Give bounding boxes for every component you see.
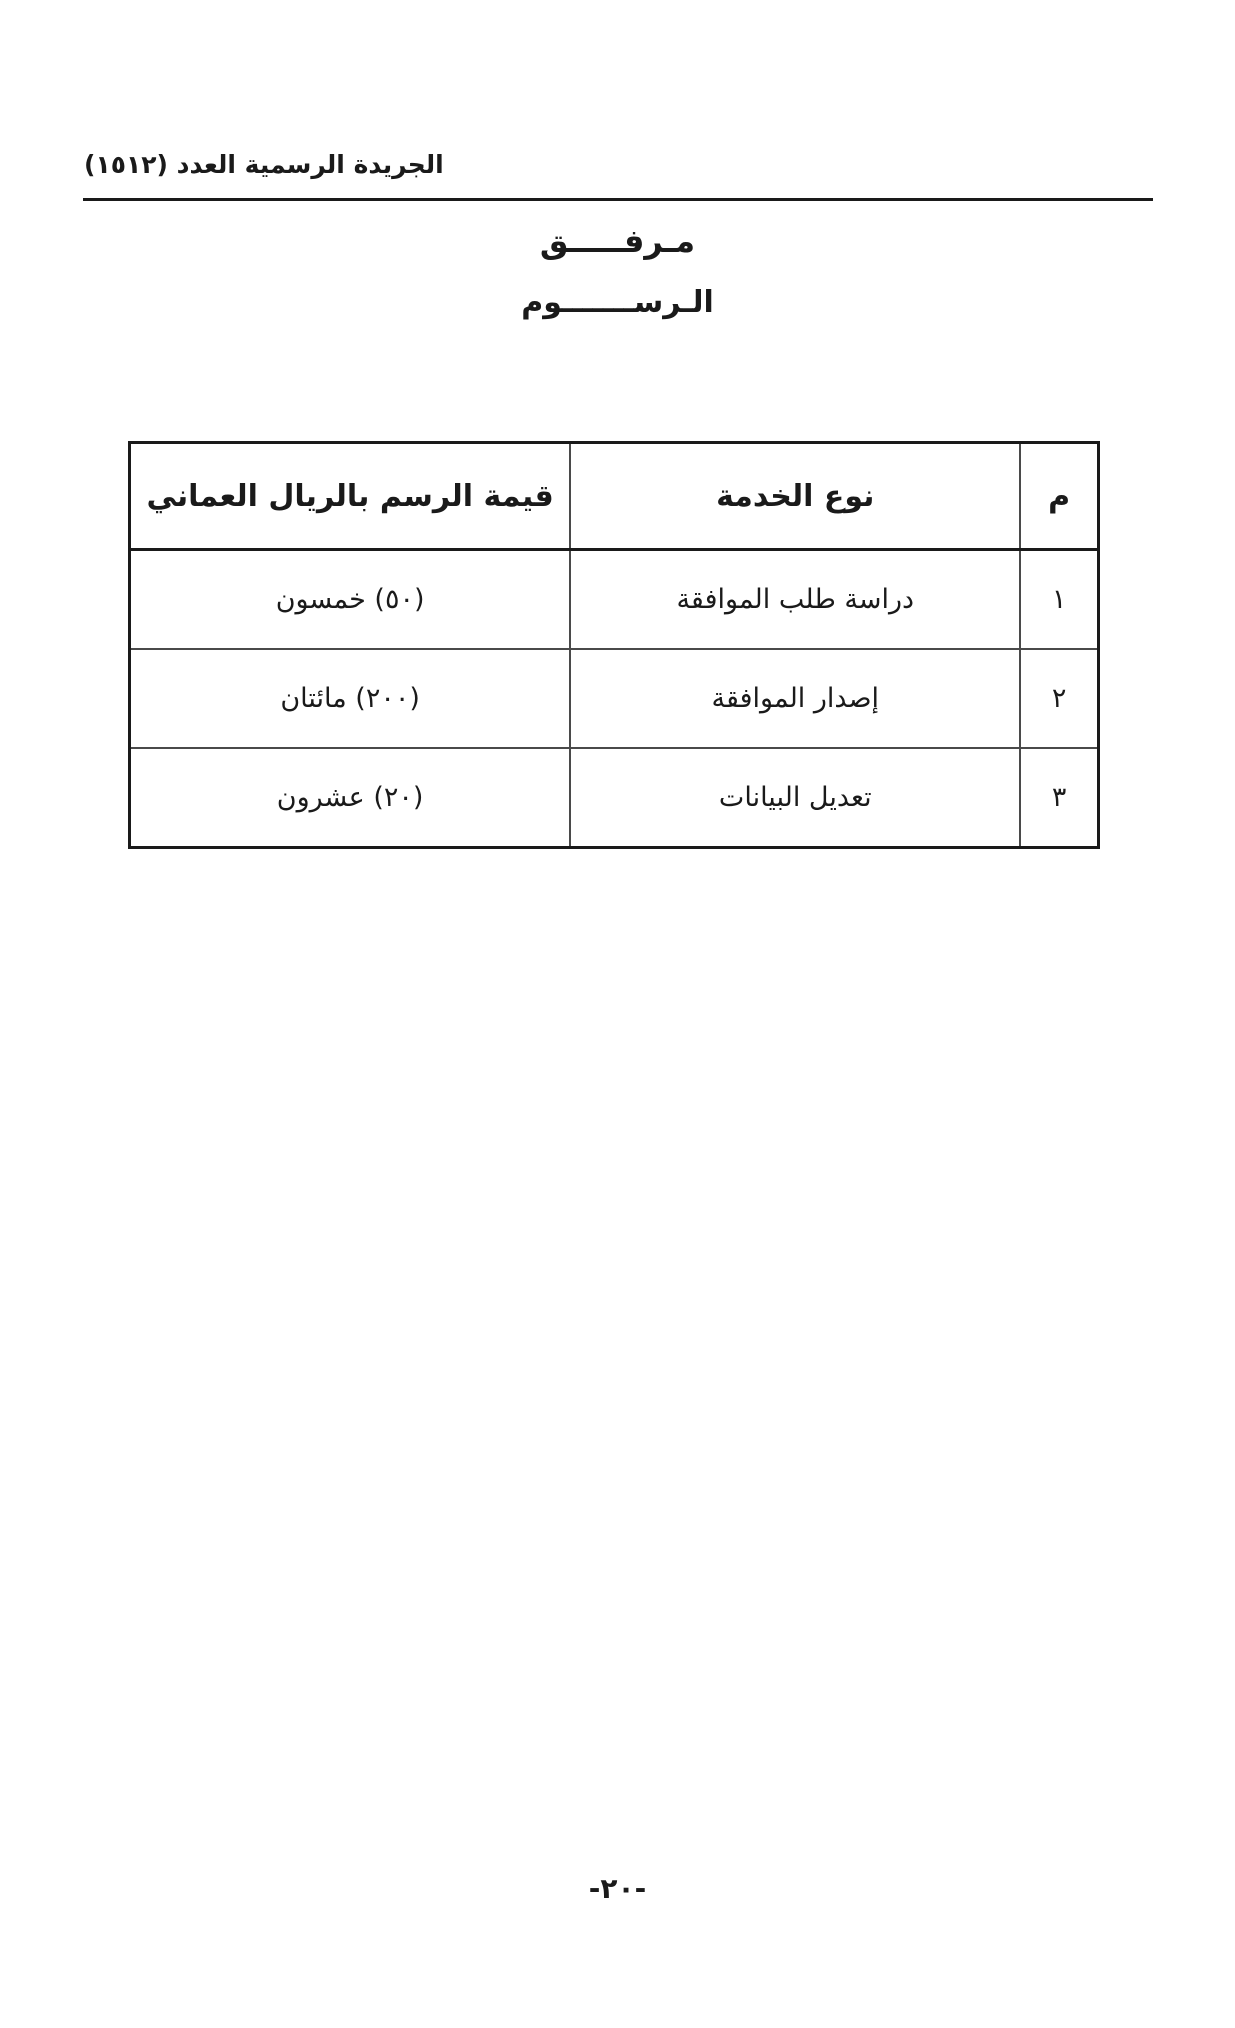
header-service-type: نوع الخدمة [570, 443, 1020, 550]
row-service: دراسة طلب الموافقة [570, 550, 1020, 650]
row-fee: (٥٠) خمسون [130, 550, 571, 650]
row-number: ٣ [1020, 748, 1098, 848]
header-divider [83, 198, 1153, 201]
row-fee: (٢٠) عشرون [130, 748, 571, 848]
row-fee: (٢٠٠) مائتان [130, 649, 571, 748]
page-number: -٢٠- [588, 1872, 647, 1905]
header-number: م [1020, 443, 1098, 550]
table-row [130, 649, 1099, 748]
running-header: الجريدة الرسمية العدد (١٥١٢) [84, 150, 444, 179]
fees-title: الـرســـــــوم [521, 285, 714, 320]
table-row [130, 550, 1099, 650]
attachment-title: مـرفـــــق [539, 222, 696, 260]
table-row [130, 748, 1099, 848]
row-number: ١ [1020, 550, 1098, 650]
row-service: تعديل البيانات [570, 748, 1020, 848]
fees-table [128, 441, 1100, 849]
row-number: ٢ [1020, 649, 1098, 748]
table-header-row [130, 443, 1099, 550]
row-service: إصدار الموافقة [570, 649, 1020, 748]
header-fee-value: قيمة الرسم بالريال العماني [130, 443, 571, 550]
